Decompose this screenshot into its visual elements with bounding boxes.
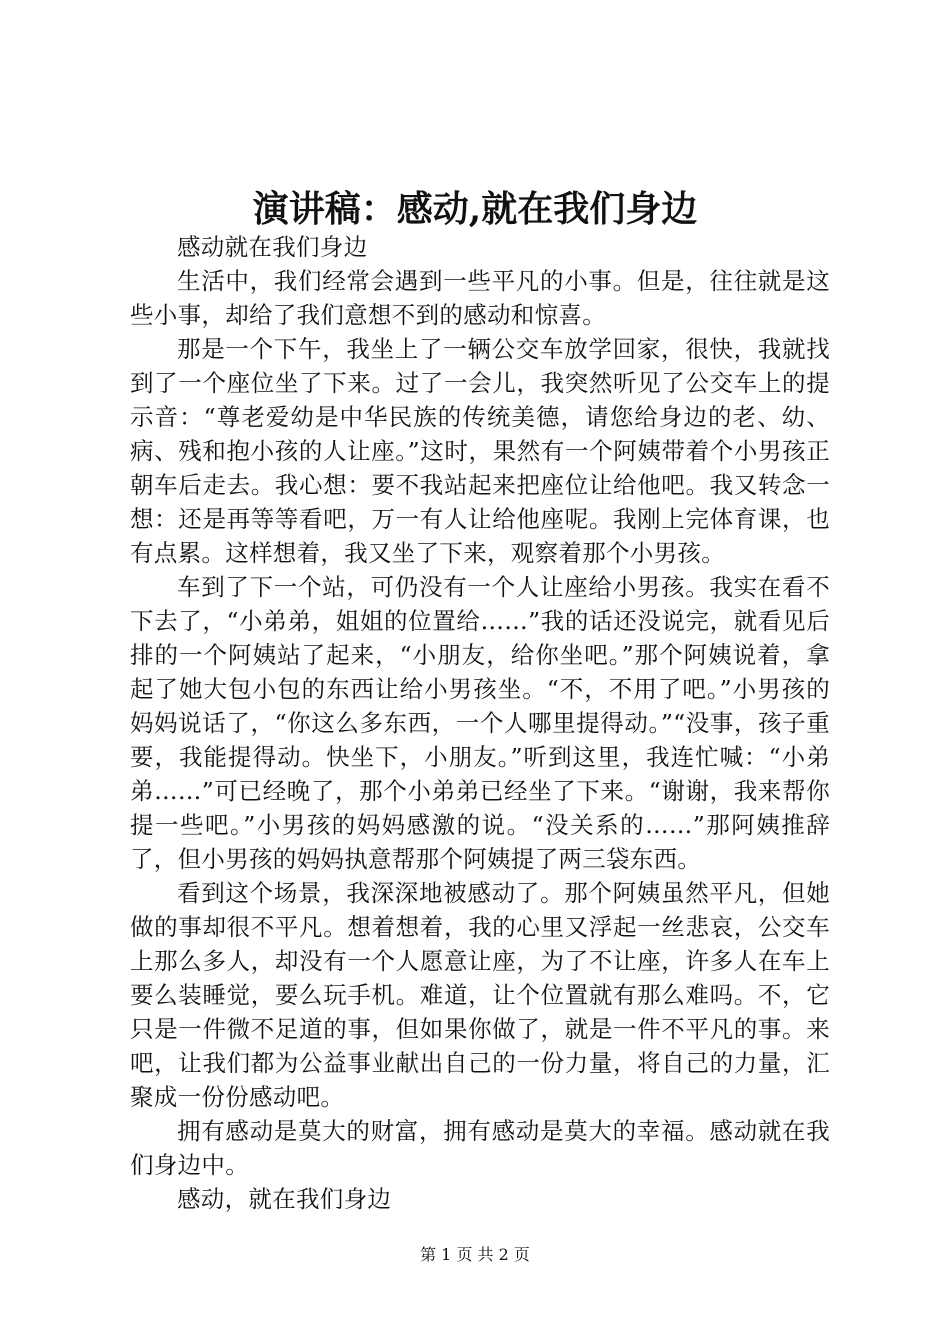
document-title: 演讲稿：感动,就在我们身边 (252, 188, 698, 230)
document-body (130, 230, 830, 1216)
paragraph: 生活中，我们经常会遇到一些平凡的小事。但是，往往就是这些小事，却给了我们意想不到的感动和惊喜。 (130, 267, 830, 329)
paragraph: 拥有感动是莫大的财富，拥有感动是莫大的幸福。感动就在我们身边中。 (130, 1117, 830, 1179)
paragraph: 那是一个下午，我坐上了一辆公交车放学回家，很快，我就找到了一个座位坐了下来。过了一会儿，我突然听见了公交车上的提示音：“尊老爱幼是中华民族的传统美德，请您给身边的老、幼、病、残和抱小孩的人让座。”这时，果然有一个阿姨带着个小男孩正朝车后走去。我心想：要不我站起来把座位让给他吧。我又转念一想：还是再等等看吧，万一有人让给他座呢。我刚上完体育课，也有点累。这样想着，我又坐了下来，观察着那个小男孩。 (130, 335, 830, 567)
page-footer: 第 1 页 共 2 页 (420, 1245, 530, 1264)
paragraph: 感动，就在我们身边 (177, 1185, 392, 1213)
paragraph: 看到这个场景，我深深地被感动了。那个阿姨虽然平凡，但她做的事却很不平凡。想着想着，我的心里又浮起一丝悲哀，公交车上那么多人，却没有一个人愿意让座，为了不让座，许多人在车上要么装睡觉，要么玩手机。难道，让个位置就有那么难吗。不，它只是一件微不足道的事，但如果你做了，就是一件不平凡的事。来吧，让我们都为公益事业献出自己的一份力量，将自己的力量，汇聚成一份份感动吧。 (130, 879, 830, 1111)
paragraph: 感动就在我们身边 (177, 233, 368, 261)
paragraph: 车到了下一个站，可仍没有一个人让座给小男孩。我实在看不下去了，“小弟弟，姐姐的位置给……”我的话还没说完，就看见后排的一个阿姨站了起来，“小朋友，给你坐吧。”那个阿姨说着，拿起了她大包小包的东西让给小男孩坐。“不，不用了吧。”小男孩的妈妈说话了，“你这么多东西，一个人哪里提得动。”“没事，孩子重要，我能提得动。快坐下，小朋友。”听到这里，我连忙喊：“小弟弟……”可已经晚了，那个小弟弟已经坐了下来。“谢谢，我来帮你提一些吧。”小男孩的妈妈感激的说。“没关系的……”那阿姨推辞了，但小男孩的妈妈执意帮那个阿姨提了两三袋东西。 (130, 573, 830, 873)
